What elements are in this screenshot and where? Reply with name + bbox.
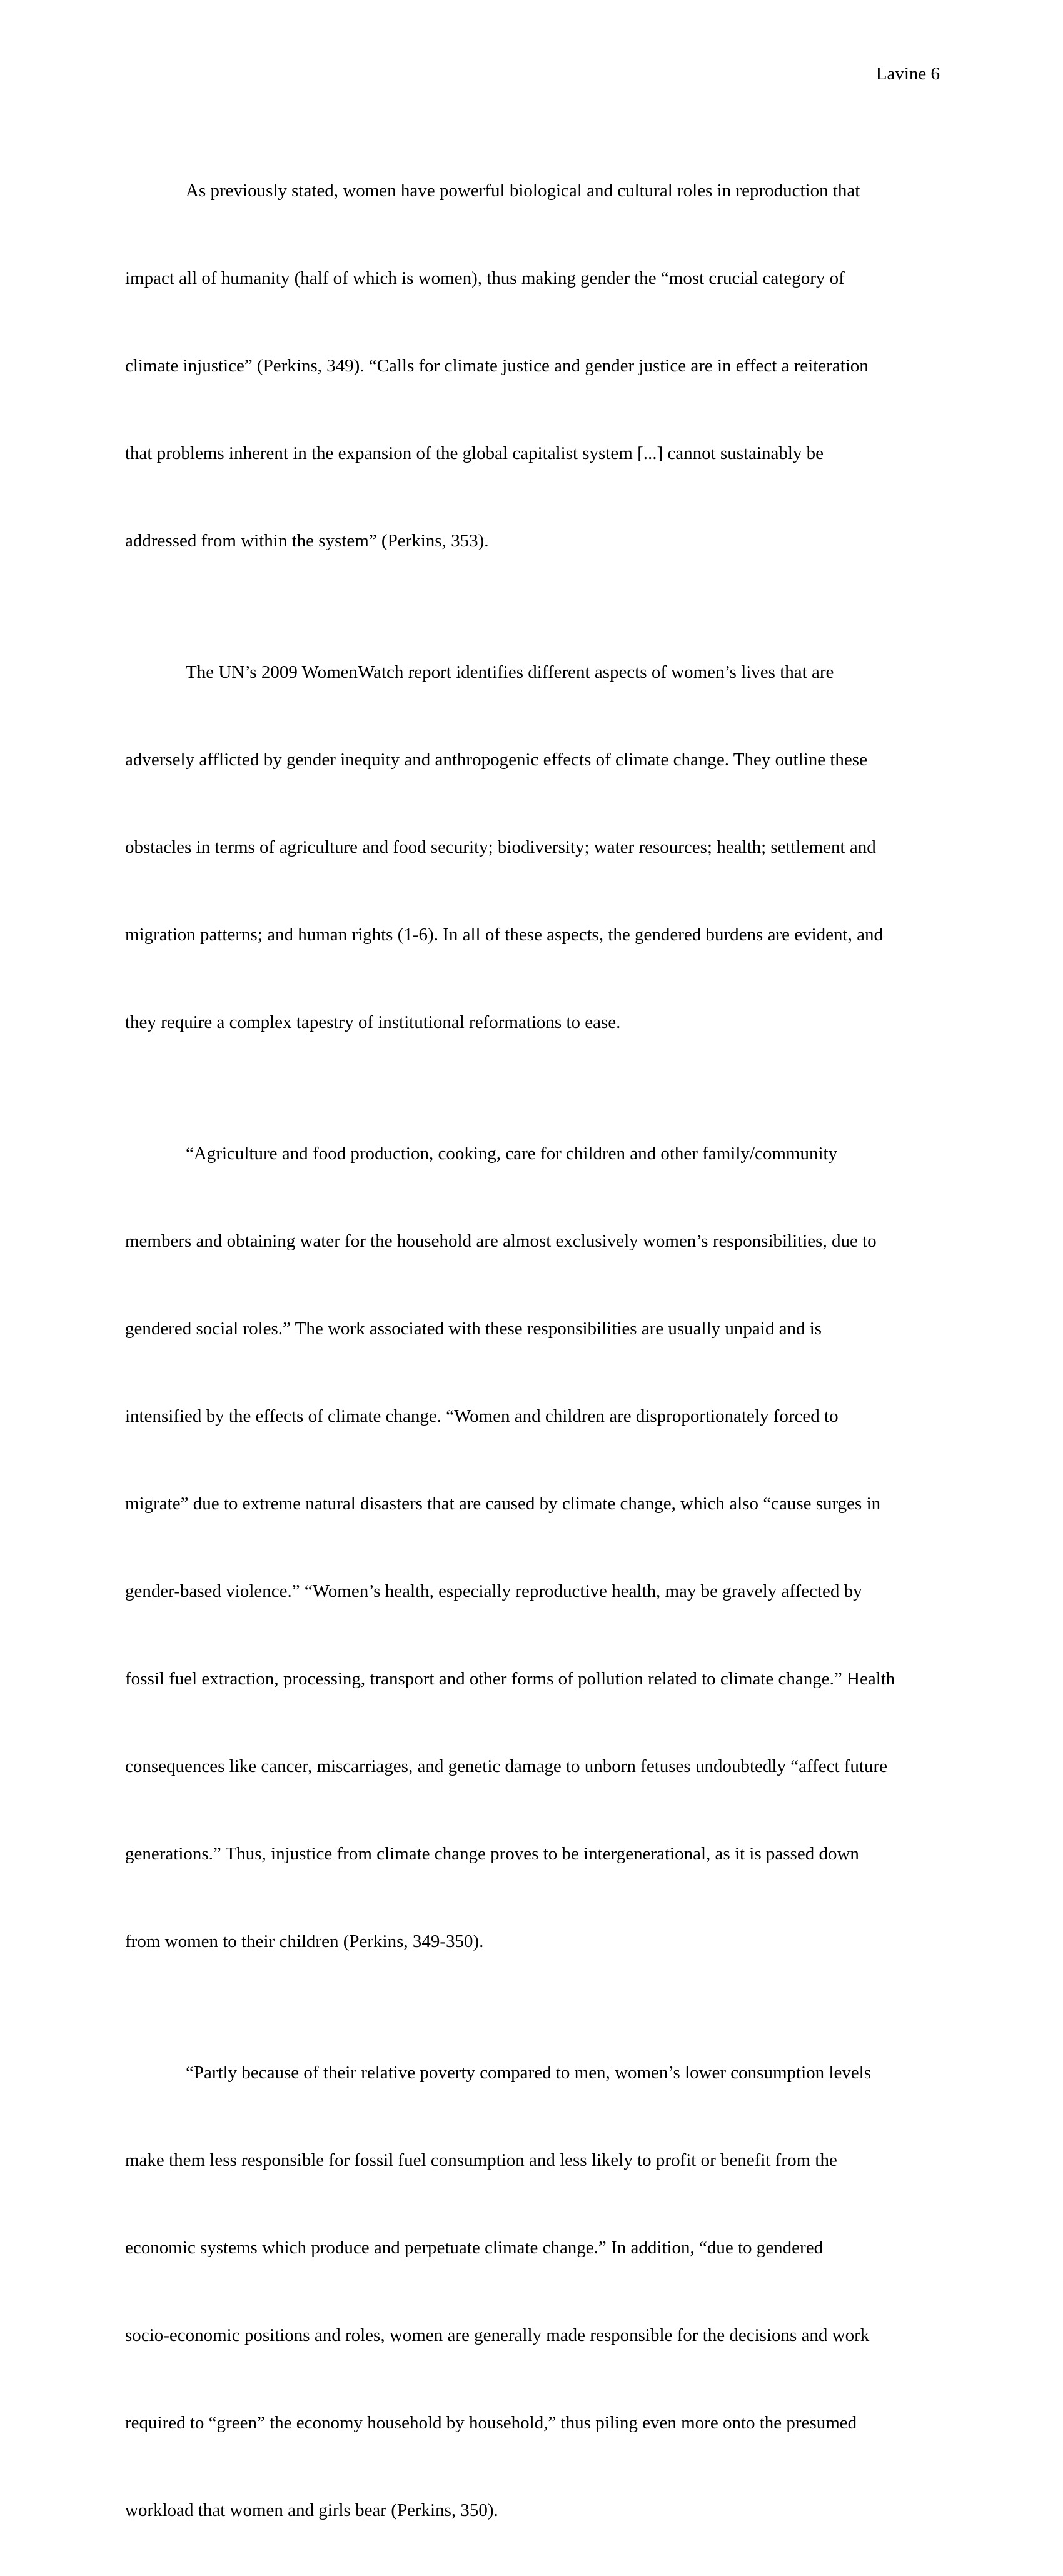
paragraph-2 <box>125 606 938 1088</box>
text-line: addressed from within the system” (Perkins, 353). <box>125 531 489 551</box>
text-line: “Agriculture and food production, cooking, care for children and other family/community <box>186 1144 838 1164</box>
text-line: obstacles in terms of agriculture and food security; biodiversity; water resources; health; settlement and <box>125 837 876 857</box>
text-line: that problems inherent in the expansion of the global capitalist system [...] cannot sustainably be <box>125 443 824 463</box>
paragraph-4 <box>125 2007 938 2576</box>
text-line: gender-based violence.” “Women’s health, especially reproductive health, may be gravely affected by <box>125 1581 862 1601</box>
text-line: impact all of humanity (half of which is women), thus making gender the “most crucial category of <box>125 268 845 288</box>
text-line: from women to their children (Perkins, 349-350). <box>125 1931 484 1951</box>
text-line: migrate” due to extreme natural disasters that are caused by climate change, which also “cause surges in <box>125 1494 881 1514</box>
text-line: fossil fuel extraction, processing, transport and other forms of pollution related to climate change.” Health <box>125 1669 895 1689</box>
text-line: make them less responsible for fossil fuel consumption and less likely to profit or benefit from the <box>125 2150 837 2170</box>
text-line: The UN’s 2009 WomenWatch report identifies different aspects of women’s lives that are <box>186 662 834 682</box>
text-line: adversely afflicted by gender inequity and anthropogenic effects of climate change. They outline these <box>125 750 867 770</box>
text-line: intensified by the effects of climate change. “Women and children are disproportionately forced to <box>125 1406 839 1426</box>
text-line: As previously stated, women have powerful biological and cultural roles in reproduction that <box>186 181 860 201</box>
text-line: socio-economic positions and roles, women are generally made responsible for the decisions and work <box>125 2325 870 2345</box>
body-text <box>125 125 938 2576</box>
text-line: migration patterns; and human rights (1-6). In all of these aspects, the gendered burdens are evident, and <box>125 925 883 945</box>
text-line: required to “green” the economy household by household,” thus piling even more onto the presumed <box>125 2413 857 2433</box>
text-line: economic systems which produce and perpetuate climate change.” In addition, “due to gendered <box>125 2238 824 2258</box>
text-line: generations.” Thus, injustice from climate change proves to be intergenerational, as it is passed down <box>125 1844 859 1864</box>
paragraph-3 <box>125 1088 938 2007</box>
text-line: members and obtaining water for the household are almost exclusively women’s responsibilities, due to <box>125 1231 877 1251</box>
text-line: they require a complex tapestry of institutional reformations to ease. <box>125 1012 621 1032</box>
paragraph-1 <box>125 125 938 606</box>
text-line: gendered social roles.” The work associated with these responsibilities are usually unpaid and is <box>125 1319 822 1339</box>
running-head: Lavine 6 <box>875 64 940 84</box>
text-line: consequences like cancer, miscarriages, and genetic damage to unborn fetuses undoubtedly “affect future <box>125 1756 888 1776</box>
text-line: “Partly because of their relative poverty compared to men, women’s lower consumption levels <box>186 2063 872 2083</box>
text-line: climate injustice” (Perkins, 349). “Calls for climate justice and gender justice are in effect a reiteration <box>125 356 869 376</box>
text-line: workload that women and girls bear (Perkins, 350). <box>125 2500 498 2520</box>
